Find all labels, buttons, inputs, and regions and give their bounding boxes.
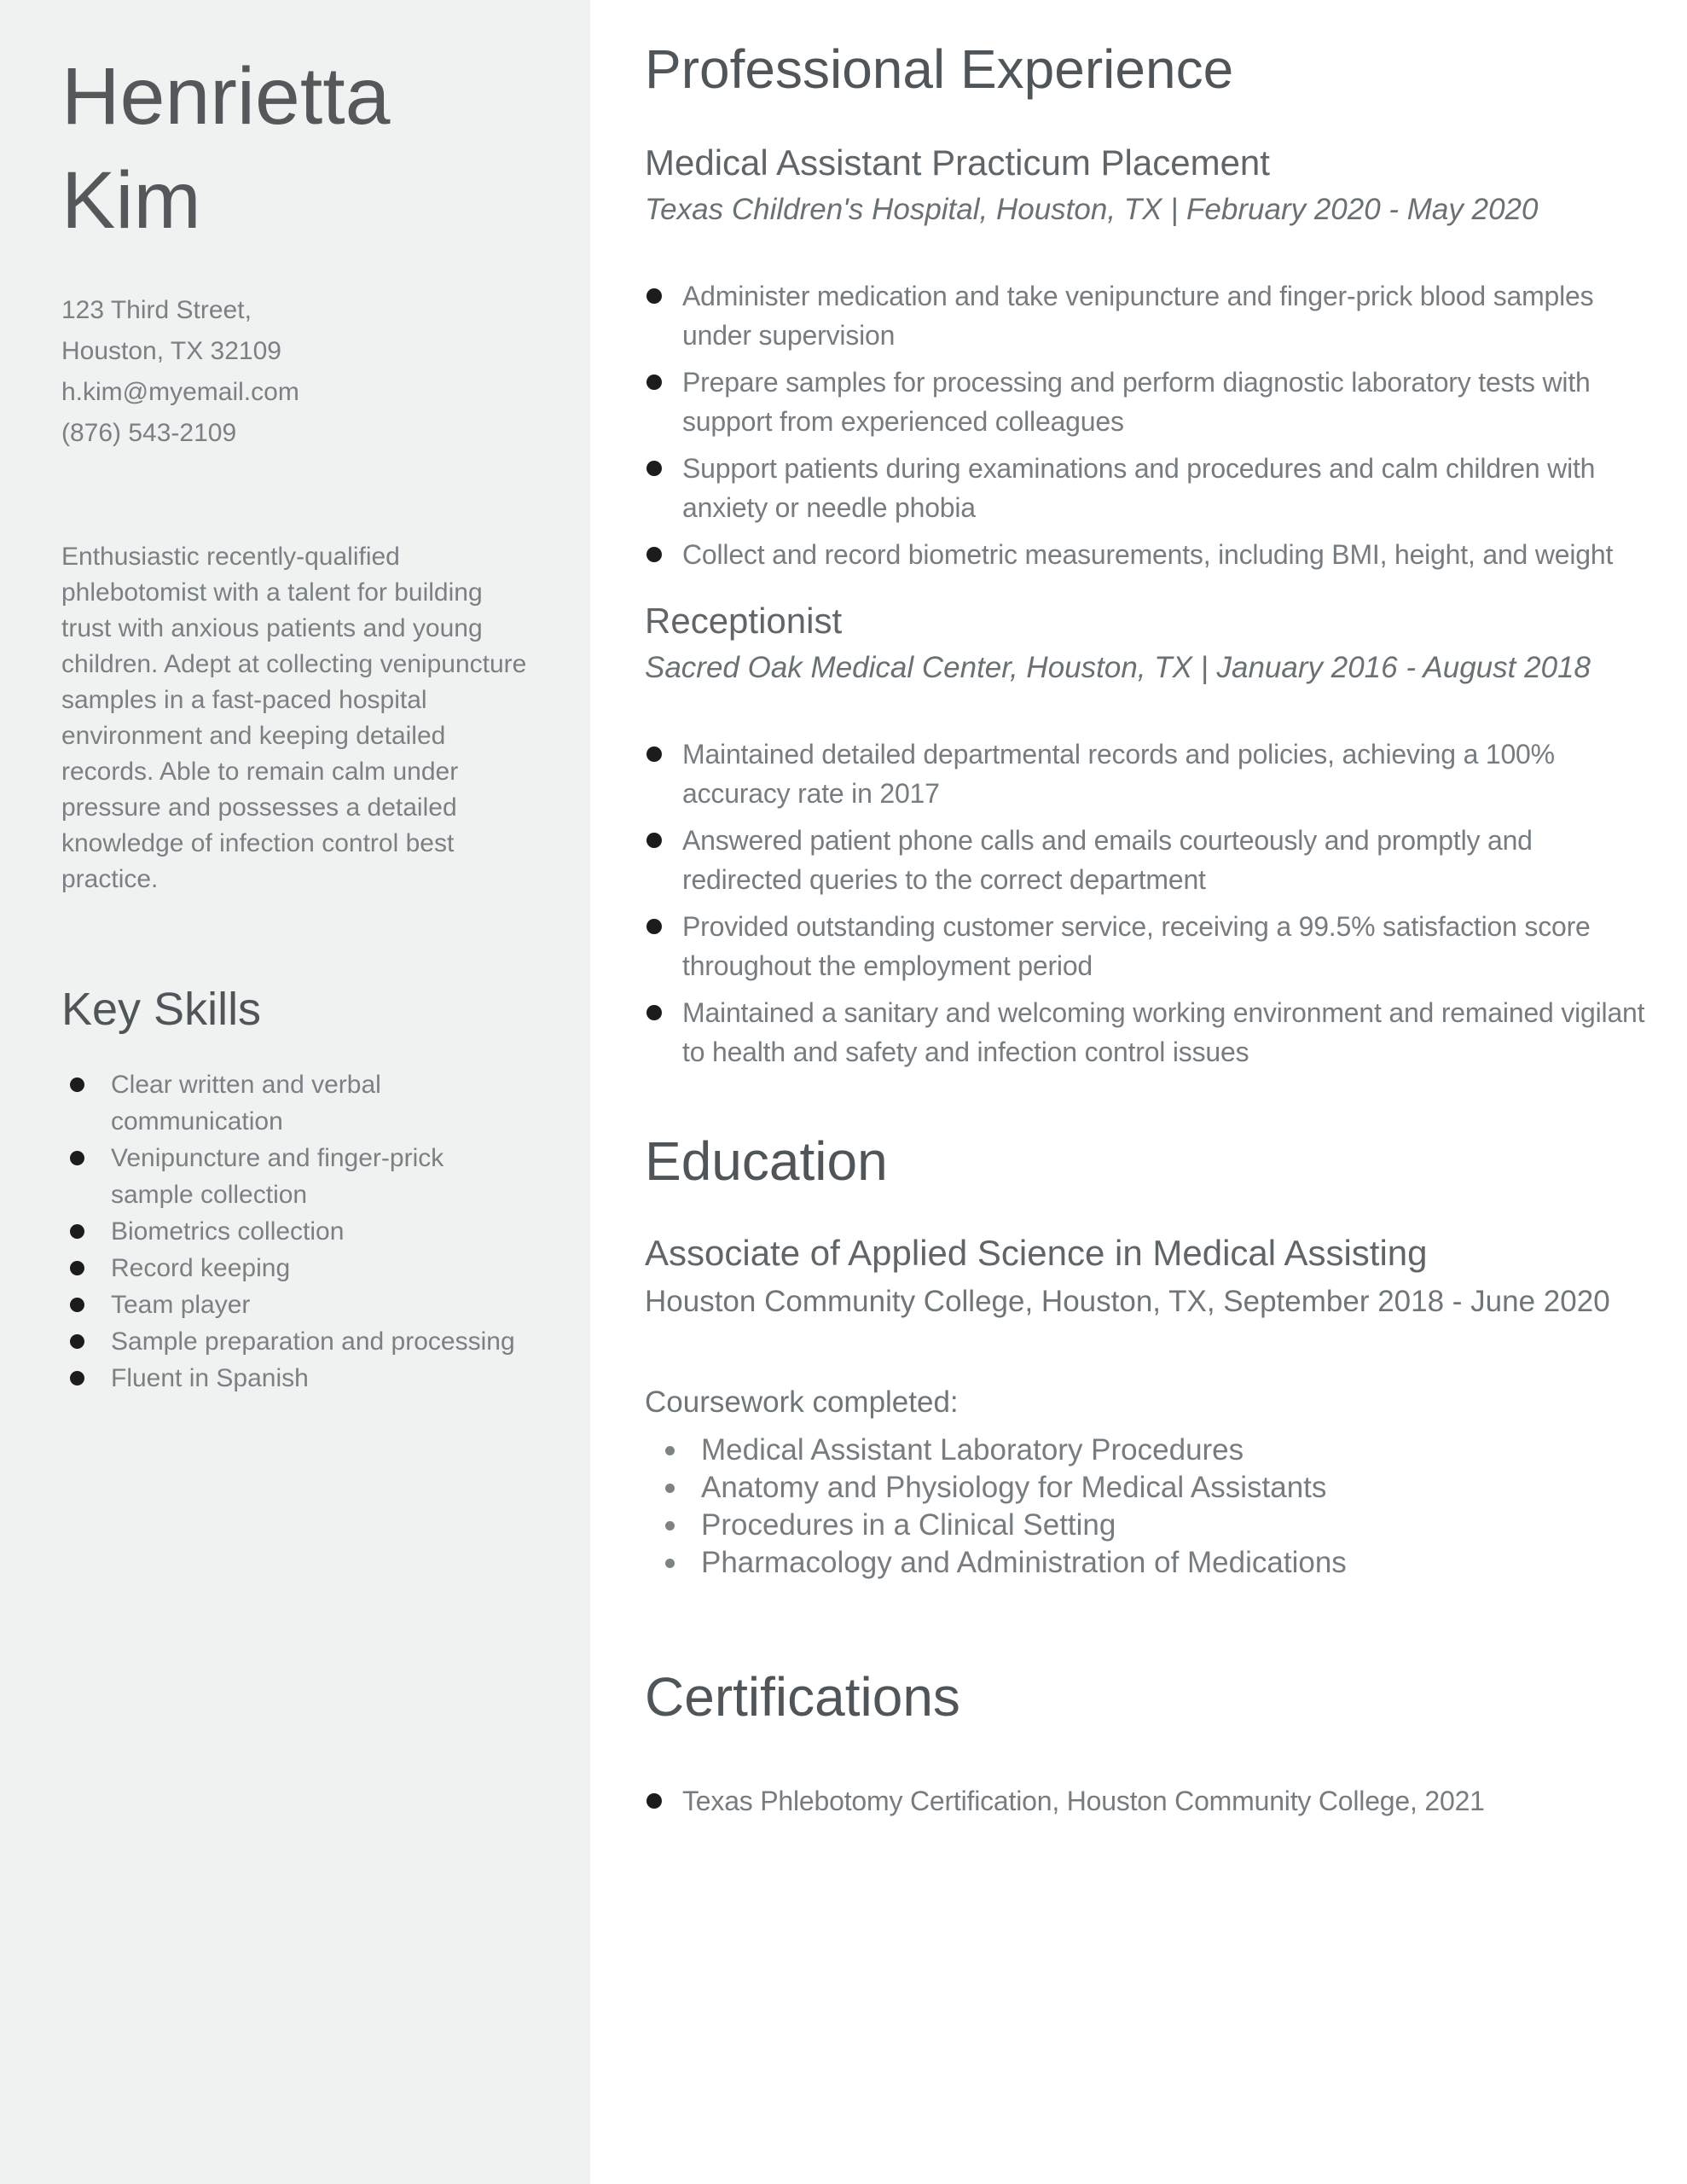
skill-item <box>61 1140 533 1213</box>
skill-item <box>61 1213 533 1250</box>
skill-item <box>61 1360 533 1397</box>
bullet-icon <box>646 461 662 476</box>
person-name: Henrietta Kim <box>61 51 391 246</box>
contact-block <box>61 290 533 454</box>
bullet-icon <box>70 1151 84 1165</box>
certification-item <box>645 1781 1651 1821</box>
main-column <box>645 0 1651 1828</box>
skill-item <box>61 1250 533 1287</box>
sidebar <box>0 0 590 2184</box>
contact-phone: (876) 543-2109 <box>61 419 237 447</box>
bullet-icon <box>70 1261 84 1275</box>
key-skills-heading: Key Skills <box>61 984 262 1035</box>
skill-item <box>61 1066 533 1140</box>
skill-item <box>61 1323 533 1360</box>
skill-label: Venipuncture and finger-prick sample collection <box>111 1144 444 1209</box>
job-bullet <box>645 907 1651 985</box>
course-label: Pharmacology and Administration of Medications <box>701 1546 1347 1579</box>
job-bullet <box>645 535 1651 574</box>
certification-list <box>645 1781 1651 1821</box>
bullet-icon <box>646 1005 662 1020</box>
skill-label: Team player <box>111 1291 251 1319</box>
job-title: Receptionist <box>645 601 843 641</box>
bullet-icon <box>646 746 662 762</box>
skills-list <box>61 1066 533 1397</box>
course-item <box>645 1432 1651 1469</box>
job-bullet-text: Administer medication and take venipuncture and finger-prick blood samples under supervision <box>682 281 1594 351</box>
job-meta: Texas Children's Hospital, Houston, TX | February 2020 - May 2020 <box>645 193 1539 226</box>
job-bullet <box>645 276 1651 355</box>
job-title: Medical Assistant Practicum Placement <box>645 142 1270 183</box>
bullet-icon <box>665 1521 675 1531</box>
contact-email: h.kim@myemail.com <box>61 378 299 406</box>
bullet-icon <box>646 288 662 304</box>
job-bullet-list <box>645 735 1651 1072</box>
skill-label: Record keeping <box>111 1254 291 1282</box>
course-list <box>645 1432 1651 1582</box>
skill-label: Fluent in Spanish <box>111 1364 309 1392</box>
bullet-icon <box>646 1793 662 1809</box>
experience-heading: Professional Experience <box>645 38 1234 100</box>
course-item <box>645 1469 1651 1507</box>
bullet-icon <box>665 1446 675 1455</box>
skill-label: Biometrics collection <box>111 1217 345 1246</box>
job-bullet-list <box>645 276 1651 574</box>
job-bullet <box>645 993 1651 1072</box>
degree-title: Associate of Applied Science in Medical Assisting <box>645 1233 1428 1273</box>
contact-address-line1: 123 Third Street, <box>61 296 252 324</box>
skill-label: Sample preparation and processing <box>111 1327 515 1356</box>
bullet-icon <box>70 1077 84 1092</box>
bullet-icon <box>646 919 662 934</box>
job-bullet <box>645 821 1651 899</box>
education-heading: Education <box>645 1130 888 1192</box>
bullet-icon <box>646 547 662 562</box>
bullet-icon <box>646 375 662 390</box>
job-bullet-text: Maintained a sanitary and welcoming working environment and remained vigilant to health and safety and infection control issues <box>682 997 1645 1067</box>
certifications-heading: Certifications <box>645 1666 960 1728</box>
job-bullet-text: Maintained detailed departmental records and policies, achieving a 100% accuracy rate in 2017 <box>682 739 1555 809</box>
bullet-icon <box>665 1484 675 1493</box>
course-item <box>645 1507 1651 1544</box>
course-item <box>645 1544 1651 1582</box>
coursework-label: Coursework completed: <box>645 1385 959 1419</box>
job-bullet <box>645 449 1651 527</box>
job-meta: Sacred Oak Medical Center, Houston, TX | January 2016 - August 2018 <box>645 651 1591 684</box>
bullet-icon <box>70 1298 84 1312</box>
education-entry <box>645 1232 1651 1582</box>
job-bullet <box>645 363 1651 441</box>
job-bullet-text: Collect and record biometric measurements, including BMI, height, and weight <box>682 539 1614 570</box>
job-bullet <box>645 735 1651 813</box>
skill-item <box>61 1287 533 1323</box>
school-line: Houston Community College, Houston, TX, September 2018 - June 2020 <box>645 1285 1610 1318</box>
course-label: Medical Assistant Laboratory Procedures <box>701 1433 1244 1467</box>
bullet-icon <box>70 1334 84 1349</box>
course-label: Anatomy and Physiology for Medical Assistants <box>701 1471 1327 1504</box>
profile-summary: Enthusiastic recently-qualified phlebotomist with a talent for building trust with anxious patients and young children. Adept at collecting venipuncture samples in a fast-paced hospital environment and keeping detailed records. Able to remain calm under pressure and possesses a detailed knowledge of infection control best practice. <box>61 543 527 893</box>
certification-text: Texas Phlebotomy Certification, Houston Community College, 2021 <box>682 1786 1485 1816</box>
job-bullet-text: Provided outstanding customer service, receiving a 99.5% satisfaction score throughout the employment period <box>682 911 1591 981</box>
bullet-icon <box>646 833 662 848</box>
bullet-icon <box>70 1371 84 1385</box>
contact-address-line2: Houston, TX 32109 <box>61 337 281 365</box>
bullet-icon <box>70 1224 84 1239</box>
skill-label: Clear written and verbal communication <box>111 1071 381 1136</box>
bullet-icon <box>665 1559 675 1568</box>
job-entry <box>645 600 1651 1072</box>
job-bullet-text: Prepare samples for processing and perform diagnostic laboratory tests with support from experienced colleagues <box>682 367 1591 437</box>
course-label: Procedures in a Clinical Setting <box>701 1508 1116 1542</box>
job-bullet-text: Answered patient phone calls and emails courteously and promptly and redirected queries to the correct department <box>682 825 1533 895</box>
job-entry <box>645 142 1651 574</box>
job-bullet-text: Support patients during examinations and procedures and calm children with anxiety or needle phobia <box>682 453 1596 523</box>
